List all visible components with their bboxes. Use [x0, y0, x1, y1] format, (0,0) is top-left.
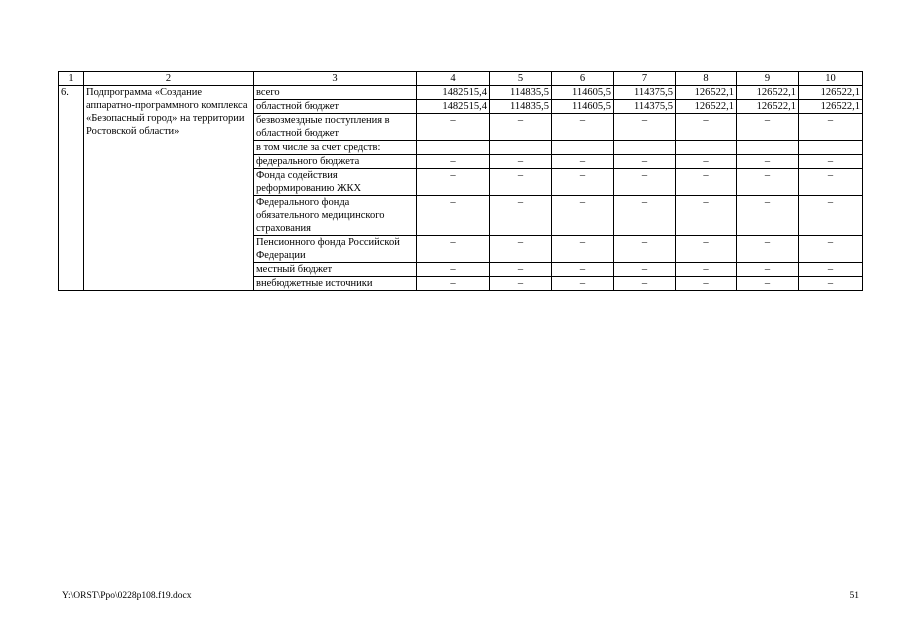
source-label: областной бюджет: [254, 100, 417, 114]
value-cell: –: [737, 263, 799, 277]
value-cell: –: [552, 236, 614, 263]
table-row: [59, 86, 863, 100]
value-cell: –: [552, 196, 614, 236]
value-cell: –: [614, 277, 676, 291]
page-number: 51: [849, 591, 859, 601]
value-cell: –: [417, 169, 490, 196]
value-cell: 114375,5: [614, 100, 676, 114]
value-cell: –: [417, 155, 490, 169]
value-cell: 1482515,4: [417, 86, 490, 100]
budget-table: [58, 71, 863, 291]
value-cell: [737, 141, 799, 155]
value-cell: –: [737, 236, 799, 263]
value-cell: –: [737, 169, 799, 196]
value-cell: –: [490, 169, 552, 196]
source-label: в том числе за счет средств:: [254, 141, 417, 155]
value-cell: –: [614, 236, 676, 263]
value-cell: –: [552, 155, 614, 169]
value-cell: 1482515,4: [417, 100, 490, 114]
value-cell: 114605,5: [552, 86, 614, 100]
value-cell: –: [676, 155, 737, 169]
value-cell: –: [676, 277, 737, 291]
value-cell: –: [614, 155, 676, 169]
row-number-cell: 6.: [59, 86, 84, 291]
value-cell: [417, 141, 490, 155]
program-name-cell: Подпрограмма «Создание аппаратно-программного комплекса «Безопасный город» на территории Ростовской области»: [84, 86, 254, 291]
value-cell: 126522,1: [799, 100, 863, 114]
value-cell: –: [737, 114, 799, 141]
value-cell: 114835,5: [490, 86, 552, 100]
value-cell: 114605,5: [552, 100, 614, 114]
source-label: внебюджетные источники: [254, 277, 417, 291]
value-cell: –: [799, 263, 863, 277]
value-cell: 114375,5: [614, 86, 676, 100]
value-cell: 126522,1: [737, 86, 799, 100]
source-label: безвозмездные поступления в областной бюджет: [254, 114, 417, 141]
value-cell: –: [676, 169, 737, 196]
header-cell: 4: [417, 72, 490, 86]
table-header-row: [59, 72, 863, 86]
value-cell: –: [799, 236, 863, 263]
value-cell: –: [614, 196, 676, 236]
source-label: Пенсионного фонда Российской Федерации: [254, 236, 417, 263]
value-cell: –: [737, 277, 799, 291]
value-cell: –: [490, 277, 552, 291]
value-cell: 114835,5: [490, 100, 552, 114]
value-cell: 126522,1: [676, 100, 737, 114]
source-label: местный бюджет: [254, 263, 417, 277]
header-cell: 6: [552, 72, 614, 86]
value-cell: –: [799, 196, 863, 236]
value-cell: –: [417, 196, 490, 236]
value-cell: –: [552, 114, 614, 141]
header-cell: 3: [254, 72, 417, 86]
value-cell: –: [737, 155, 799, 169]
value-cell: –: [552, 263, 614, 277]
header-cell: 2: [84, 72, 254, 86]
value-cell: [614, 141, 676, 155]
value-cell: [490, 141, 552, 155]
header-cell: 8: [676, 72, 737, 86]
value-cell: –: [676, 236, 737, 263]
header-cell: 7: [614, 72, 676, 86]
value-cell: –: [417, 263, 490, 277]
value-cell: –: [614, 114, 676, 141]
value-cell: [552, 141, 614, 155]
value-cell: –: [676, 114, 737, 141]
value-cell: –: [417, 114, 490, 141]
value-cell: 126522,1: [737, 100, 799, 114]
footer-file-path: Y:\ORST\Ppo\0228p108.f19.docx: [62, 591, 192, 601]
value-cell: 126522,1: [799, 86, 863, 100]
value-cell: –: [490, 236, 552, 263]
header-cell: 10: [799, 72, 863, 86]
value-cell: –: [490, 196, 552, 236]
value-cell: –: [490, 263, 552, 277]
header-cell: 1: [59, 72, 84, 86]
value-cell: –: [552, 169, 614, 196]
source-label: Федерального фонда обязательного медицинского страхования: [254, 196, 417, 236]
value-cell: –: [799, 169, 863, 196]
value-cell: –: [552, 277, 614, 291]
value-cell: –: [614, 263, 676, 277]
value-cell: –: [799, 114, 863, 141]
value-cell: [799, 141, 863, 155]
header-cell: 5: [490, 72, 552, 86]
value-cell: –: [490, 155, 552, 169]
source-label: всего: [254, 86, 417, 100]
source-label: федерального бюджета: [254, 155, 417, 169]
value-cell: 126522,1: [676, 86, 737, 100]
value-cell: –: [614, 169, 676, 196]
value-cell: –: [417, 277, 490, 291]
value-cell: –: [737, 196, 799, 236]
value-cell: –: [417, 236, 490, 263]
value-cell: –: [490, 114, 552, 141]
value-cell: –: [676, 263, 737, 277]
value-cell: –: [799, 155, 863, 169]
source-label: Фонда содействия реформированию ЖКХ: [254, 169, 417, 196]
value-cell: –: [799, 277, 863, 291]
value-cell: –: [676, 196, 737, 236]
value-cell: [676, 141, 737, 155]
header-cell: 9: [737, 72, 799, 86]
